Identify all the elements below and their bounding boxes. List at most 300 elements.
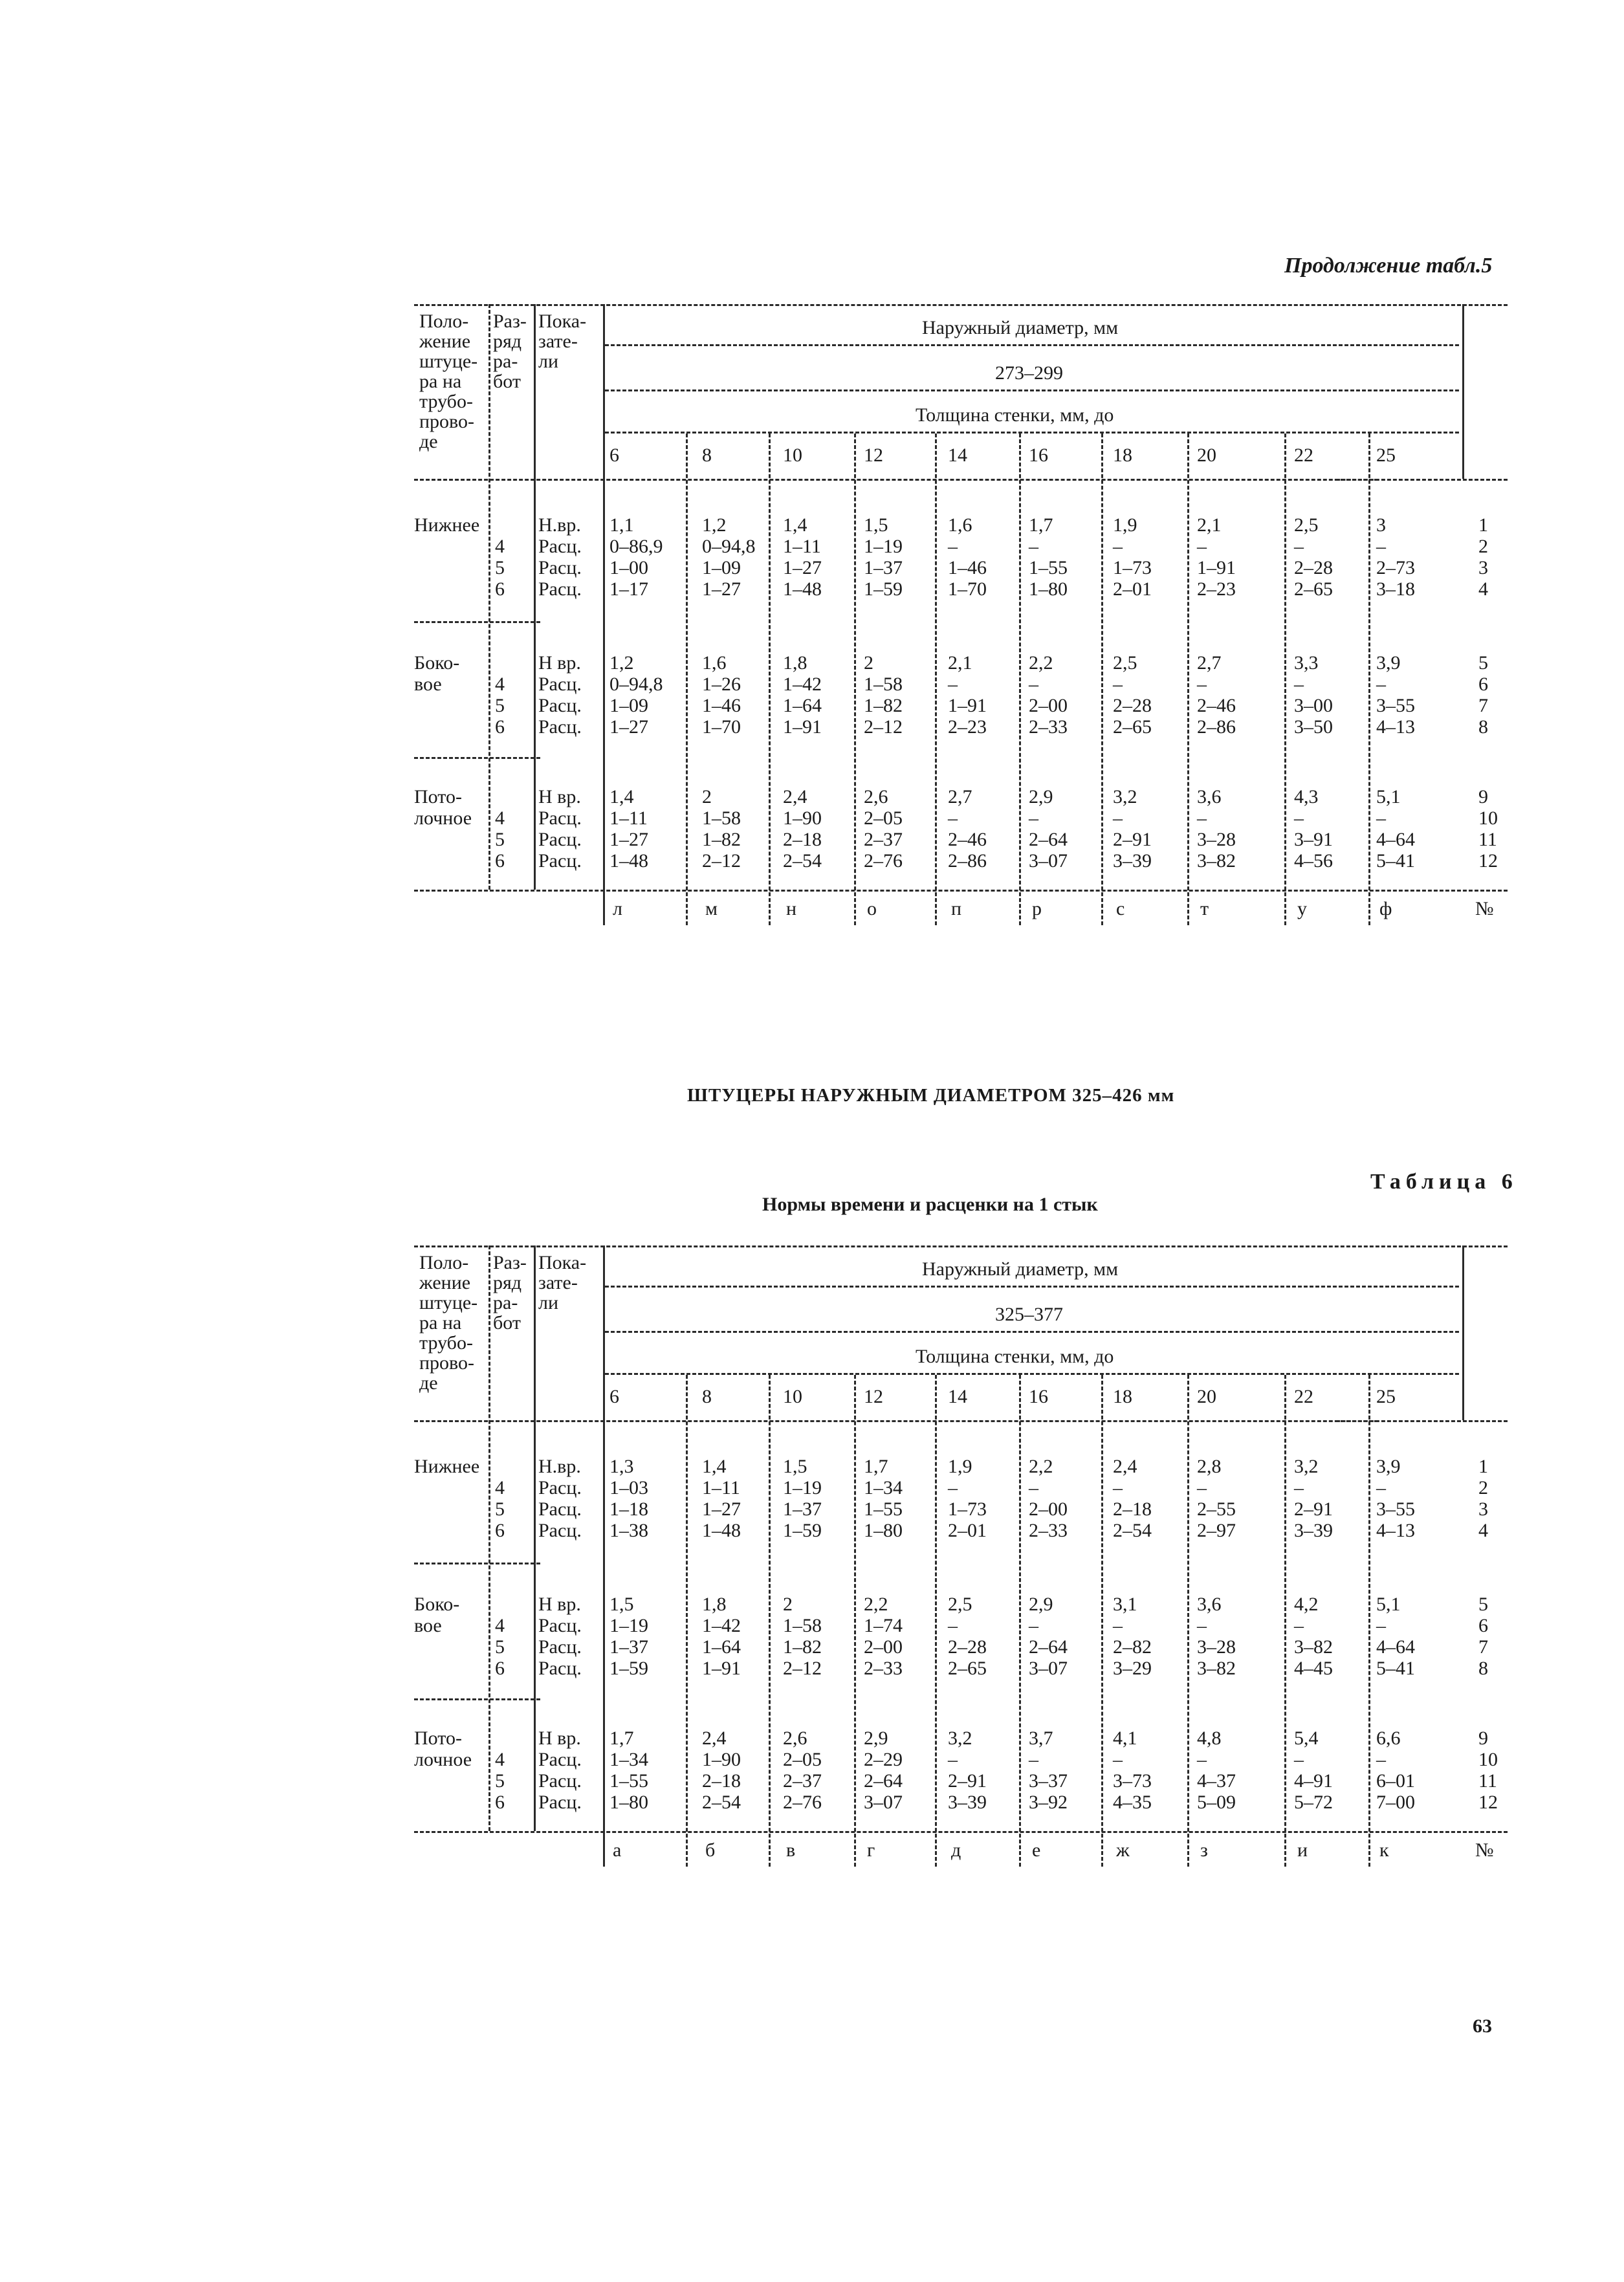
value-cell: 2 <box>783 1594 793 1615</box>
table-6 <box>414 1245 1508 1867</box>
value-cell: 0–94,8 <box>609 674 663 695</box>
header-indicator-line: ли <box>538 1292 559 1313</box>
rule-right-0 <box>1336 1420 1378 1422</box>
column-letter-г: г <box>867 1839 875 1861</box>
value-cell: 2,4 <box>783 786 807 807</box>
value-cell: 2–29 <box>864 1749 903 1770</box>
value-cell: 2–12 <box>864 716 903 738</box>
value-cell: 3–91 <box>1294 829 1333 850</box>
value-cell: 2–65 <box>948 1658 987 1679</box>
value-cell: 1–64 <box>702 1636 741 1658</box>
value-cell: 2,5 <box>1294 514 1319 536</box>
value-cell: 1–91 <box>948 695 987 716</box>
value-cell: 2–12 <box>702 850 741 872</box>
value-cell: 1–42 <box>702 1615 741 1636</box>
row-grade: 6 <box>495 1520 505 1541</box>
vrule-col-2 <box>854 1375 856 1867</box>
header-grade-line: Раз- <box>493 311 527 332</box>
row-position-label: Пото- <box>414 1728 462 1749</box>
row-position-label: лочное <box>414 1749 472 1770</box>
value-cell: 1–90 <box>702 1749 741 1770</box>
value-cell: 3–73 <box>1113 1770 1152 1792</box>
row-indicator: Расц. <box>538 1498 582 1520</box>
row-grade: 5 <box>495 1770 505 1792</box>
value-cell: – <box>1029 1615 1038 1636</box>
header-grade-line: ряд <box>493 331 522 352</box>
value-cell: – <box>1376 674 1386 695</box>
rule-3 <box>605 432 1459 433</box>
vrule-col-6 <box>1187 433 1189 925</box>
value-cell: 4,2 <box>1294 1594 1319 1615</box>
row-number: 6 <box>1478 1615 1488 1636</box>
vrule-indicator <box>534 304 536 890</box>
value-cell: 2–05 <box>864 807 903 829</box>
value-cell: 1–27 <box>609 829 648 850</box>
value-cell: 5,4 <box>1294 1728 1319 1749</box>
header-position-line: Поло- <box>419 1252 469 1273</box>
header-position-line: штуце- <box>419 351 478 372</box>
header-grade-line: ра- <box>493 351 518 372</box>
value-cell: 1–59 <box>783 1520 822 1541</box>
rule-0 <box>414 1245 1508 1247</box>
header-position-line: штуце- <box>419 1292 478 1313</box>
value-cell: 1–73 <box>1113 557 1152 578</box>
rule-1 <box>605 344 1459 346</box>
rule-7 <box>414 1831 1508 1833</box>
value-cell: 1–82 <box>702 829 741 850</box>
value-cell: 3–07 <box>1029 1658 1068 1679</box>
value-cell: 3–82 <box>1197 850 1236 872</box>
value-cell: 1,3 <box>609 1456 634 1477</box>
value-cell: 5–72 <box>1294 1792 1333 1813</box>
value-cell: 3–18 <box>1376 578 1415 600</box>
continuation-heading: Продолжение табл.5 <box>1284 254 1493 278</box>
value-cell: 2,2 <box>1029 652 1053 674</box>
vrule-col-6 <box>1187 1375 1189 1867</box>
column-letter-и: и <box>1297 1839 1308 1861</box>
vrule-col-5 <box>1101 433 1103 925</box>
value-cell: – <box>1376 1749 1386 1770</box>
header-thickness-10: 10 <box>783 444 802 466</box>
value-cell: 1–46 <box>948 557 987 578</box>
value-cell: 2–64 <box>1029 1636 1068 1658</box>
row-indicator: Расц. <box>538 578 582 600</box>
value-cell: 1–59 <box>864 578 903 600</box>
header-wall-thickness: Толщина стенки, мм, до <box>916 404 1114 426</box>
header-position-line: трубо- <box>419 1332 473 1354</box>
header-grade-line: ра- <box>493 1292 518 1313</box>
row-indicator: Н.вр. <box>538 1456 581 1477</box>
row-indicator: Расц. <box>538 1477 582 1498</box>
row-number: 8 <box>1478 716 1488 738</box>
value-cell: 4–13 <box>1376 1520 1415 1541</box>
value-cell: 1–58 <box>702 807 741 829</box>
value-cell: 2,2 <box>864 1594 888 1615</box>
value-cell: 2,7 <box>1197 652 1222 674</box>
row-indicator: Расц. <box>538 716 582 738</box>
value-cell: 1–48 <box>702 1520 741 1541</box>
column-letter-т: т <box>1200 898 1209 919</box>
header-position-line: жение <box>419 1272 471 1293</box>
row-indicator: Расц. <box>538 1658 582 1679</box>
vrule-values <box>603 304 605 925</box>
value-cell: 1,9 <box>1113 514 1137 536</box>
value-cell: 1–91 <box>783 716 822 738</box>
value-cell: 2–01 <box>1113 578 1152 600</box>
value-cell: 2–76 <box>783 1792 822 1813</box>
row-indicator: Н вр. <box>538 1594 581 1615</box>
value-cell: 3–37 <box>1029 1770 1068 1792</box>
value-cell: 1–58 <box>864 674 903 695</box>
value-cell: 2–46 <box>1197 695 1236 716</box>
page-number: 63 <box>1473 2015 1492 2037</box>
value-cell: 1–27 <box>783 557 822 578</box>
value-cell: 2–91 <box>948 1770 987 1792</box>
column-letter-м: м <box>705 898 718 919</box>
vrule-col-7 <box>1284 1375 1286 1867</box>
row-grade: 6 <box>495 1658 505 1679</box>
value-cell: 2–97 <box>1197 1520 1236 1541</box>
value-cell: 2,2 <box>1029 1456 1053 1477</box>
value-cell: 2–23 <box>1197 578 1236 600</box>
row-grade: 4 <box>495 807 505 829</box>
column-letter-ф: ф <box>1379 898 1392 919</box>
header-grade-line: Раз- <box>493 1252 527 1273</box>
header-diameter-range: 325–377 <box>995 1304 1063 1325</box>
value-cell: 6,6 <box>1376 1728 1401 1749</box>
value-cell: 1–46 <box>702 695 741 716</box>
value-cell: 2–86 <box>948 850 987 872</box>
value-cell: 3–00 <box>1294 695 1333 716</box>
value-cell: – <box>1113 1477 1123 1498</box>
row-number: 11 <box>1478 829 1497 850</box>
value-cell: 1–37 <box>783 1498 822 1520</box>
column-letter-д: д <box>951 1839 961 1861</box>
header-thickness-22: 22 <box>1294 1386 1313 1407</box>
row-position-label: вое <box>414 1615 442 1636</box>
value-cell: 2,9 <box>1029 786 1053 807</box>
row-number: 12 <box>1478 850 1498 872</box>
value-cell: 4,1 <box>1113 1728 1137 1749</box>
column-letter-н: н <box>786 898 797 919</box>
row-indicator: Расц. <box>538 1636 582 1658</box>
value-cell: 3,7 <box>1029 1728 1053 1749</box>
value-cell: 2–28 <box>948 1636 987 1658</box>
value-cell: 1–80 <box>864 1520 903 1541</box>
vrule-col-8 <box>1368 433 1370 925</box>
row-number: 4 <box>1478 578 1488 600</box>
row-grade: 6 <box>495 850 505 872</box>
row-indicator: Расц. <box>538 829 582 850</box>
value-cell: – <box>1376 807 1386 829</box>
value-cell: 3–39 <box>1294 1520 1333 1541</box>
value-cell: 1,5 <box>783 1456 807 1477</box>
header-thickness-18: 18 <box>1113 1386 1132 1407</box>
row-number: 11 <box>1478 1770 1497 1792</box>
rule-7 <box>414 890 1508 892</box>
value-cell: 1,5 <box>864 514 888 536</box>
value-cell: 2–82 <box>1113 1636 1152 1658</box>
vrule-col-4 <box>1019 1375 1021 1867</box>
value-cell: – <box>1029 536 1038 557</box>
row-position-label: Пото- <box>414 786 462 807</box>
value-cell: 2–01 <box>948 1520 987 1541</box>
vrule-col-0 <box>686 433 688 925</box>
table-5-continuation <box>414 304 1508 925</box>
value-cell: 2–73 <box>1376 557 1415 578</box>
header-outer-diameter: Наружный диаметр, мм <box>922 317 1119 338</box>
row-indicator: Расц. <box>538 807 582 829</box>
value-cell: 7–00 <box>1376 1792 1415 1813</box>
value-cell: – <box>1029 807 1038 829</box>
value-cell: 2–00 <box>864 1636 903 1658</box>
value-cell: 6–01 <box>1376 1770 1415 1792</box>
value-cell: 2–91 <box>1294 1498 1333 1520</box>
rule-2 <box>605 1331 1459 1333</box>
header-grade-line: ряд <box>493 1272 522 1293</box>
header-thickness-22: 22 <box>1294 444 1313 466</box>
row-grade: 4 <box>495 1615 505 1636</box>
value-cell: 5,1 <box>1376 786 1401 807</box>
row-number: 3 <box>1478 557 1488 578</box>
value-cell: 2–64 <box>864 1770 903 1792</box>
value-cell: 5,1 <box>1376 1594 1401 1615</box>
vrule-col-8 <box>1368 1375 1370 1867</box>
value-cell: 1–19 <box>864 536 903 557</box>
value-cell: 3–28 <box>1197 1636 1236 1658</box>
header-thickness-16: 16 <box>1029 444 1048 466</box>
vrule-col-0 <box>686 1375 688 1867</box>
row-grade: 6 <box>495 578 505 600</box>
value-cell: 2,6 <box>864 786 888 807</box>
value-cell: 1–09 <box>702 557 741 578</box>
header-indicator-line: зате- <box>538 331 578 352</box>
value-cell: 2–37 <box>783 1770 822 1792</box>
value-cell: 4–37 <box>1197 1770 1236 1792</box>
value-cell: 3–39 <box>1113 850 1152 872</box>
value-cell: 3–55 <box>1376 695 1415 716</box>
vrule-col-7 <box>1284 433 1286 925</box>
value-cell: 2–76 <box>864 850 903 872</box>
value-cell: 1,4 <box>702 1456 727 1477</box>
header-thickness-14: 14 <box>948 444 967 466</box>
value-cell: 2,5 <box>948 1594 972 1615</box>
vrule-col-2 <box>854 433 856 925</box>
row-number: 8 <box>1478 1658 1488 1679</box>
value-cell: – <box>1376 1615 1386 1636</box>
value-cell: – <box>948 674 958 695</box>
row-indicator: Расц. <box>538 674 582 695</box>
row-number: 3 <box>1478 1498 1488 1520</box>
vrule-col-1 <box>769 433 771 925</box>
row-position-label: Нижнее <box>414 1456 480 1477</box>
value-cell: 2–33 <box>1029 1520 1068 1541</box>
value-cell: 1–48 <box>609 850 648 872</box>
value-cell: 5–41 <box>1376 1658 1415 1679</box>
rule-2 <box>605 389 1459 391</box>
header-diameter-range: 273–299 <box>995 362 1063 384</box>
value-cell: 2,1 <box>1197 514 1222 536</box>
row-position-label: Боко- <box>414 1594 460 1615</box>
value-cell: 1–34 <box>609 1749 648 1770</box>
vrule-col-1 <box>769 1375 771 1867</box>
header-position-line: де <box>419 1372 438 1394</box>
row-grade: 4 <box>495 674 505 695</box>
row-position-label: Нижнее <box>414 514 480 536</box>
value-cell: 2–54 <box>1113 1520 1152 1541</box>
value-cell: 3–50 <box>1294 716 1333 738</box>
value-cell: 2,5 <box>1113 652 1137 674</box>
row-position-label: лочное <box>414 807 472 829</box>
value-cell: 4,3 <box>1294 786 1319 807</box>
value-cell: 1–90 <box>783 807 822 829</box>
value-cell: 1–73 <box>948 1498 987 1520</box>
row-number: 7 <box>1478 695 1488 716</box>
row-number: 5 <box>1478 1594 1488 1615</box>
value-cell: 1,9 <box>948 1456 972 1477</box>
value-cell: 2–55 <box>1197 1498 1236 1520</box>
row-grade: 5 <box>495 695 505 716</box>
section-title: ШТУЦЕРЫ НАРУЖНЫМ ДИАМЕТРОМ 325–426 мм <box>687 1085 1175 1106</box>
value-cell: – <box>1197 536 1207 557</box>
value-cell: 1–59 <box>609 1658 648 1679</box>
column-letter-з: з <box>1200 1839 1208 1861</box>
value-cell: – <box>1197 1749 1207 1770</box>
value-cell: 1–55 <box>1029 557 1068 578</box>
value-cell: 3–82 <box>1197 1658 1236 1679</box>
row-grade: 5 <box>495 1636 505 1658</box>
value-cell: 3,6 <box>1197 1594 1222 1615</box>
value-cell: 2,1 <box>948 652 972 674</box>
value-cell: 2–33 <box>864 1658 903 1679</box>
value-cell: 1–03 <box>609 1477 648 1498</box>
rule-5 <box>414 621 540 623</box>
row-grade: 4 <box>495 536 505 557</box>
row-indicator: Н вр. <box>538 1728 581 1749</box>
row-indicator: Расц. <box>538 557 582 578</box>
column-letter-л: л <box>613 898 622 919</box>
value-cell: 1,4 <box>783 514 807 536</box>
value-cell: 1–09 <box>609 695 648 716</box>
value-cell: – <box>1113 1749 1123 1770</box>
value-cell: 2–91 <box>1113 829 1152 850</box>
value-cell: 1–26 <box>702 674 741 695</box>
value-cell: 1–37 <box>609 1636 648 1658</box>
value-cell: 2–64 <box>1029 829 1068 850</box>
rule-3 <box>605 1373 1459 1375</box>
value-cell: 3–28 <box>1197 829 1236 850</box>
row-number: 9 <box>1478 786 1488 807</box>
row-indicator: Расц. <box>538 536 582 557</box>
header-position-line: прово- <box>419 411 475 432</box>
value-cell: 1–70 <box>948 578 987 600</box>
value-cell: 1–00 <box>609 557 648 578</box>
header-position-line: Поло- <box>419 311 469 332</box>
value-cell: 1–37 <box>864 557 903 578</box>
header-thickness-12: 12 <box>864 1386 883 1407</box>
header-outer-diameter: Наружный диаметр, мм <box>922 1258 1119 1280</box>
column-letter-р: р <box>1032 898 1042 919</box>
value-cell: 1–91 <box>1197 557 1236 578</box>
value-cell: 3–92 <box>1029 1792 1068 1813</box>
value-cell: 4–13 <box>1376 716 1415 738</box>
rule-5 <box>414 1563 540 1564</box>
header-thickness-10: 10 <box>783 1386 802 1407</box>
value-cell: 1–48 <box>783 578 822 600</box>
value-cell: – <box>1197 1615 1207 1636</box>
value-cell: – <box>1113 674 1123 695</box>
value-cell: 3–07 <box>864 1792 903 1813</box>
value-cell: – <box>1294 807 1304 829</box>
header-thickness-6: 6 <box>609 444 619 466</box>
value-cell: 2,6 <box>783 1728 807 1749</box>
value-cell: – <box>1029 674 1038 695</box>
value-cell: – <box>1294 1477 1304 1498</box>
row-position-label: Боко- <box>414 652 460 674</box>
value-cell: – <box>1294 536 1304 557</box>
value-cell: 1,8 <box>783 652 807 674</box>
value-cell: – <box>1376 1477 1386 1498</box>
row-number: 2 <box>1478 536 1488 557</box>
row-grade: 5 <box>495 829 505 850</box>
value-cell: 3,2 <box>948 1728 972 1749</box>
value-cell: 2,7 <box>948 786 972 807</box>
value-cell: 3,6 <box>1197 786 1222 807</box>
value-cell: 1–17 <box>609 578 648 600</box>
column-letter-с: с <box>1116 898 1125 919</box>
column-letter-у: у <box>1297 898 1307 919</box>
value-cell: – <box>948 536 958 557</box>
value-cell: 4–45 <box>1294 1658 1333 1679</box>
value-cell: 2–54 <box>783 850 822 872</box>
vrule-indicator <box>534 1245 536 1831</box>
column-letter-о: о <box>867 898 877 919</box>
header-thickness-20: 20 <box>1197 1386 1216 1407</box>
value-cell: – <box>948 1749 958 1770</box>
row-indicator: Расц. <box>538 850 582 872</box>
rule-6 <box>414 1698 540 1700</box>
row-grade: 4 <box>495 1477 505 1498</box>
value-cell: 1,7 <box>864 1456 888 1477</box>
value-cell: 1–55 <box>864 1498 903 1520</box>
value-cell: 2,8 <box>1197 1456 1222 1477</box>
value-cell: 4–64 <box>1376 1636 1415 1658</box>
row-indicator: Расц. <box>538 1615 582 1636</box>
header-thickness-16: 16 <box>1029 1386 1048 1407</box>
row-grade: 6 <box>495 716 505 738</box>
value-cell: 3–29 <box>1113 1658 1152 1679</box>
value-cell: 2,9 <box>1029 1594 1053 1615</box>
value-cell: – <box>1113 1615 1123 1636</box>
rule-0 <box>414 304 1508 306</box>
header-grade-line: бот <box>493 1312 521 1333</box>
value-cell: 1–11 <box>609 807 648 829</box>
vrule-col-3 <box>935 433 937 925</box>
row-number: 2 <box>1478 1477 1488 1498</box>
value-cell: 1–18 <box>609 1498 648 1520</box>
row-grade: 6 <box>495 1792 505 1813</box>
row-indicator: Н вр. <box>538 786 581 807</box>
value-cell: 2–12 <box>783 1658 822 1679</box>
row-indicator: Расц. <box>538 695 582 716</box>
header-indicator-line: Пока- <box>538 1252 587 1273</box>
value-cell: 0–94,8 <box>702 536 756 557</box>
header-grade-line: бот <box>493 371 521 392</box>
value-cell: 1–55 <box>609 1770 648 1792</box>
header-thickness-8: 8 <box>702 444 712 466</box>
value-cell: 3,2 <box>1113 786 1137 807</box>
value-cell: 1–38 <box>609 1520 648 1541</box>
